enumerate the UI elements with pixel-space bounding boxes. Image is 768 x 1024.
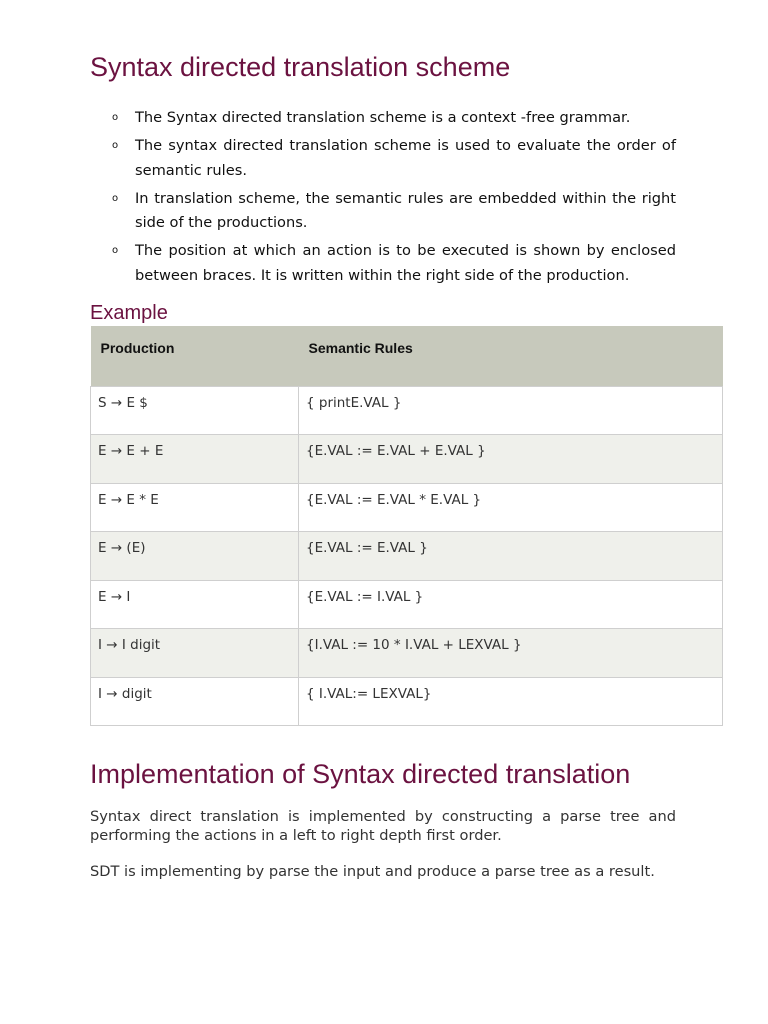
production-cell: E → (E) <box>91 532 299 581</box>
paragraph: Syntax direct translation is implemented by constructing a parse tree and performing the actions in a left to right depth first order. <box>90 808 676 844</box>
semantic-rule-cell: {E.VAL := E.VAL } <box>299 532 723 581</box>
production-cell: E → I <box>91 580 299 629</box>
production-cell: S → E $ <box>91 386 299 435</box>
semantic-rule-cell: {E.VAL := I.VAL } <box>299 580 723 629</box>
implementation-heading: Implementation of Syntax directed translation <box>90 759 631 789</box>
table-row <box>91 483 723 532</box>
semantic-rule-cell: {E.VAL := E.VAL + E.VAL } <box>299 435 723 484</box>
semantic-rule-cell: { I.VAL:= LEXVAL} <box>299 677 723 726</box>
production-cell: I → I digit <box>91 629 299 678</box>
column-header-production: Production <box>91 326 299 386</box>
table-row <box>91 386 723 435</box>
list-item-text: The Syntax directed translation scheme is a context -free grammar. <box>135 109 631 126</box>
semantic-rule-cell: {I.VAL := 10 * I.VAL + LEXVAL } <box>299 629 723 678</box>
semantic-rule-cell: { printE.VAL } <box>299 386 723 435</box>
bullet-circle-icon: o <box>112 192 119 204</box>
bullet-list <box>90 106 676 292</box>
bullet-circle-icon: o <box>112 112 119 123</box>
list-item <box>90 239 676 288</box>
column-header-semantic-rules: Semantic Rules <box>299 326 723 386</box>
production-cell: E → E * E <box>91 483 299 532</box>
production-cell: I → digit <box>91 677 299 726</box>
paragraph: SDT is implementing by parse the input and produce a parse tree as a result. <box>90 863 655 880</box>
table-header-row <box>91 326 723 386</box>
semantic-rule-cell: {E.VAL := E.VAL * E.VAL } <box>299 483 723 532</box>
table-row <box>91 580 723 629</box>
list-item <box>90 187 676 236</box>
list-item <box>90 134 676 183</box>
list-item <box>90 106 676 131</box>
list-item-text: The position at which an action is to be executed is shown by enclosed between braces. It is written within the right side of the production. <box>135 242 676 284</box>
table-row <box>91 629 723 678</box>
bullet-circle-icon: o <box>112 140 119 151</box>
bullet-circle-icon: o <box>112 245 119 256</box>
table-row <box>91 532 723 581</box>
table-row <box>91 677 723 726</box>
list-item-text: The syntax directed translation scheme is used to evaluate the order of semantic rules. <box>135 137 676 179</box>
table-row <box>91 435 723 484</box>
page-title: Syntax directed translation scheme <box>90 52 511 82</box>
semantic-rules-table <box>90 326 723 726</box>
production-cell: E → E + E <box>91 435 299 484</box>
list-item-text: In translation scheme, the semantic rules are embedded within the right side of the productions. <box>135 189 676 231</box>
example-heading: Example <box>90 302 168 324</box>
